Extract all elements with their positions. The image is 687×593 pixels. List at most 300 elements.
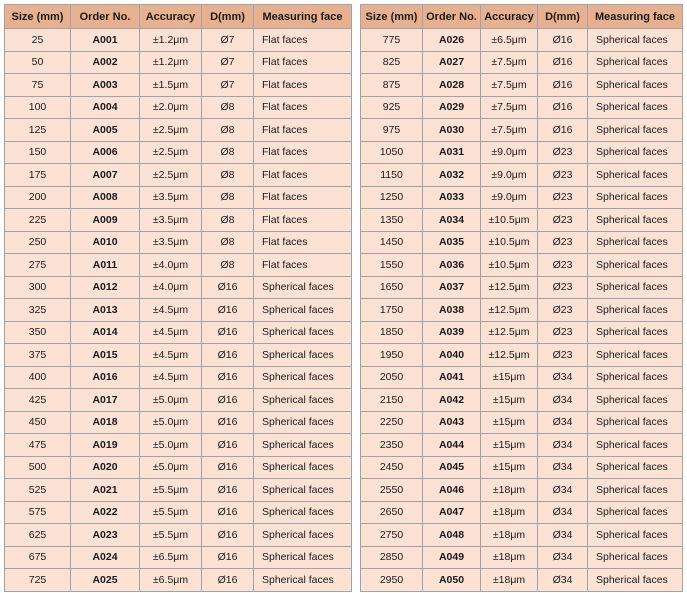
cell-order-no: A034 (423, 209, 481, 232)
table-row (5, 321, 352, 344)
cell-diameter: Ø16 (202, 276, 254, 299)
cell-size: 325 (5, 299, 71, 322)
cell-order-no: A018 (71, 411, 140, 434)
table-row (5, 479, 352, 502)
cell-measuring-face: Spherical faces (588, 141, 683, 164)
cell-order-no: A044 (423, 434, 481, 457)
cell-accuracy: ±4.5μm (140, 321, 202, 344)
cell-diameter: Ø16 (202, 479, 254, 502)
cell-measuring-face: Spherical faces (588, 51, 683, 74)
cell-diameter: Ø8 (202, 164, 254, 187)
cell-accuracy: ±9.0μm (481, 186, 538, 209)
cell-diameter: Ø16 (538, 29, 588, 52)
cell-order-no: A032 (423, 164, 481, 187)
cell-measuring-face: Flat faces (254, 74, 352, 97)
cell-measuring-face: Spherical faces (588, 501, 683, 524)
table-row (5, 231, 352, 254)
cell-measuring-face: Spherical faces (588, 186, 683, 209)
cell-size: 200 (5, 186, 71, 209)
cell-accuracy: ±2.5μm (140, 141, 202, 164)
cell-size: 2650 (361, 501, 423, 524)
cell-size: 525 (5, 479, 71, 502)
table-row (361, 524, 683, 547)
cell-measuring-face: Spherical faces (588, 231, 683, 254)
table-row (5, 569, 352, 592)
cell-order-no: A019 (71, 434, 140, 457)
cell-order-no: A012 (71, 276, 140, 299)
cell-size: 1850 (361, 321, 423, 344)
table-row (5, 209, 352, 232)
cell-size: 1250 (361, 186, 423, 209)
cell-accuracy: ±3.5μm (140, 231, 202, 254)
header-diameter: D(mm) (538, 5, 588, 29)
table-row (5, 51, 352, 74)
cell-diameter: Ø34 (538, 434, 588, 457)
cell-measuring-face: Spherical faces (254, 344, 352, 367)
cell-measuring-face: Spherical faces (254, 524, 352, 547)
header-row (5, 5, 352, 29)
cell-size: 2350 (361, 434, 423, 457)
table-row (5, 186, 352, 209)
cell-accuracy: ±4.5μm (140, 366, 202, 389)
cell-order-no: A020 (71, 456, 140, 479)
cell-measuring-face: Flat faces (254, 29, 352, 52)
cell-size: 500 (5, 456, 71, 479)
header-row (361, 5, 683, 29)
cell-measuring-face: Spherical faces (588, 164, 683, 187)
cell-accuracy: ±12.5μm (481, 344, 538, 367)
table-row (5, 299, 352, 322)
cell-accuracy: ±7.5μm (481, 119, 538, 142)
cell-accuracy: ±6.5μm (140, 546, 202, 569)
table-row (361, 434, 683, 457)
cell-accuracy: ±10.5μm (481, 231, 538, 254)
cell-measuring-face: Spherical faces (588, 479, 683, 502)
cell-size: 75 (5, 74, 71, 97)
cell-order-no: A014 (71, 321, 140, 344)
cell-size: 975 (361, 119, 423, 142)
cell-order-no: A024 (71, 546, 140, 569)
cell-diameter: Ø34 (538, 479, 588, 502)
cell-accuracy: ±5.0μm (140, 456, 202, 479)
table-row (361, 546, 683, 569)
cell-accuracy: ±2.0μm (140, 96, 202, 119)
header-order-no: Order No. (71, 5, 140, 29)
cell-measuring-face: Spherical faces (588, 254, 683, 277)
cell-accuracy: ±15μm (481, 434, 538, 457)
cell-accuracy: ±15μm (481, 389, 538, 412)
cell-size: 100 (5, 96, 71, 119)
cell-measuring-face: Flat faces (254, 231, 352, 254)
cell-accuracy: ±5.5μm (140, 524, 202, 547)
table-row (361, 186, 683, 209)
cell-accuracy: ±2.5μm (140, 119, 202, 142)
cell-measuring-face: Spherical faces (254, 546, 352, 569)
cell-accuracy: ±1.5μm (140, 74, 202, 97)
cell-measuring-face: Spherical faces (254, 276, 352, 299)
cell-accuracy: ±9.0μm (481, 141, 538, 164)
cell-diameter: Ø23 (538, 164, 588, 187)
cell-diameter: Ø16 (202, 344, 254, 367)
cell-diameter: Ø23 (538, 299, 588, 322)
cell-size: 250 (5, 231, 71, 254)
table-row (5, 456, 352, 479)
table-row (5, 366, 352, 389)
table-row (361, 209, 683, 232)
cell-diameter: Ø23 (538, 141, 588, 164)
header-order-no: Order No. (423, 5, 481, 29)
cell-measuring-face: Spherical faces (254, 434, 352, 457)
cell-accuracy: ±6.5μm (481, 29, 538, 52)
cell-accuracy: ±6.5μm (140, 569, 202, 592)
cell-diameter: Ø23 (538, 344, 588, 367)
header-diameter: D(mm) (202, 5, 254, 29)
cell-diameter: Ø16 (202, 299, 254, 322)
cell-accuracy: ±4.5μm (140, 299, 202, 322)
cell-measuring-face: Spherical faces (588, 299, 683, 322)
cell-accuracy: ±12.5μm (481, 276, 538, 299)
cell-size: 675 (5, 546, 71, 569)
cell-size: 425 (5, 389, 71, 412)
cell-size: 2550 (361, 479, 423, 502)
cell-measuring-face: Spherical faces (254, 569, 352, 592)
table-row (361, 321, 683, 344)
cell-accuracy: ±18μm (481, 501, 538, 524)
cell-size: 2050 (361, 366, 423, 389)
cell-accuracy: ±18μm (481, 569, 538, 592)
cell-accuracy: ±1.2μm (140, 29, 202, 52)
table-body (5, 29, 352, 592)
cell-order-no: A029 (423, 96, 481, 119)
cell-diameter: Ø16 (538, 74, 588, 97)
cell-size: 625 (5, 524, 71, 547)
table-row (361, 389, 683, 412)
cell-measuring-face: Spherical faces (588, 29, 683, 52)
cell-order-no: A028 (423, 74, 481, 97)
cell-order-no: A030 (423, 119, 481, 142)
cell-accuracy: ±10.5μm (481, 209, 538, 232)
cell-size: 1650 (361, 276, 423, 299)
cell-size: 350 (5, 321, 71, 344)
cell-diameter: Ø16 (202, 501, 254, 524)
cell-measuring-face: Flat faces (254, 141, 352, 164)
table-row (5, 501, 352, 524)
table-row (5, 546, 352, 569)
table-row (361, 479, 683, 502)
cell-measuring-face: Spherical faces (254, 411, 352, 434)
header-size: Size (mm) (5, 5, 71, 29)
cell-accuracy: ±4.0μm (140, 254, 202, 277)
table-row (361, 74, 683, 97)
cell-order-no: A007 (71, 164, 140, 187)
cell-size: 475 (5, 434, 71, 457)
cell-diameter: Ø8 (202, 209, 254, 232)
cell-accuracy: ±15μm (481, 366, 538, 389)
cell-order-no: A050 (423, 569, 481, 592)
cell-order-no: A047 (423, 501, 481, 524)
cell-order-no: A011 (71, 254, 140, 277)
cell-diameter: Ø34 (538, 389, 588, 412)
cell-order-no: A042 (423, 389, 481, 412)
cell-diameter: Ø16 (538, 51, 588, 74)
cell-order-no: A035 (423, 231, 481, 254)
table-row (361, 254, 683, 277)
table-row (5, 524, 352, 547)
table-row (361, 51, 683, 74)
cell-diameter: Ø8 (202, 186, 254, 209)
cell-order-no: A005 (71, 119, 140, 142)
cell-diameter: Ø8 (202, 231, 254, 254)
cell-measuring-face: Spherical faces (588, 209, 683, 232)
cell-measuring-face: Flat faces (254, 254, 352, 277)
cell-diameter: Ø34 (538, 366, 588, 389)
cell-measuring-face: Flat faces (254, 51, 352, 74)
cell-diameter: Ø34 (538, 546, 588, 569)
cell-diameter: Ø16 (202, 524, 254, 547)
cell-diameter: Ø34 (538, 456, 588, 479)
cell-size: 775 (361, 29, 423, 52)
table-row (5, 119, 352, 142)
cell-order-no: A015 (71, 344, 140, 367)
cell-measuring-face: Flat faces (254, 186, 352, 209)
cell-accuracy: ±2.5μm (140, 164, 202, 187)
cell-diameter: Ø23 (538, 254, 588, 277)
cell-accuracy: ±15μm (481, 456, 538, 479)
table-row (5, 411, 352, 434)
cell-accuracy: ±7.5μm (481, 51, 538, 74)
cell-size: 1150 (361, 164, 423, 187)
table-row (361, 456, 683, 479)
cell-accuracy: ±7.5μm (481, 74, 538, 97)
table-row (5, 344, 352, 367)
cell-diameter: Ø16 (538, 119, 588, 142)
cell-diameter: Ø34 (538, 569, 588, 592)
header-measuring-face: Measuring face (254, 5, 352, 29)
cell-diameter: Ø16 (202, 411, 254, 434)
cell-diameter: Ø16 (202, 456, 254, 479)
table-row (5, 434, 352, 457)
cell-measuring-face: Spherical faces (588, 434, 683, 457)
cell-order-no: A039 (423, 321, 481, 344)
cell-size: 125 (5, 119, 71, 142)
cell-measuring-face: Spherical faces (254, 479, 352, 502)
cell-measuring-face: Spherical faces (254, 456, 352, 479)
cell-order-no: A025 (71, 569, 140, 592)
cell-accuracy: ±12.5μm (481, 321, 538, 344)
cell-measuring-face: Spherical faces (588, 524, 683, 547)
cell-accuracy: ±3.5μm (140, 209, 202, 232)
table-row (361, 569, 683, 592)
cell-size: 2150 (361, 389, 423, 412)
cell-size: 925 (361, 96, 423, 119)
cell-measuring-face: Spherical faces (254, 321, 352, 344)
cell-order-no: A045 (423, 456, 481, 479)
cell-size: 175 (5, 164, 71, 187)
cell-diameter: Ø34 (538, 501, 588, 524)
cell-size: 1750 (361, 299, 423, 322)
cell-diameter: Ø7 (202, 74, 254, 97)
cell-accuracy: ±15μm (481, 411, 538, 434)
cell-order-no: A023 (71, 524, 140, 547)
cell-accuracy: ±4.0μm (140, 276, 202, 299)
cell-size: 2850 (361, 546, 423, 569)
cell-diameter: Ø23 (538, 209, 588, 232)
table-row (361, 366, 683, 389)
cell-order-no: A009 (71, 209, 140, 232)
header-size: Size (mm) (361, 5, 423, 29)
cell-size: 375 (5, 344, 71, 367)
cell-measuring-face: Spherical faces (588, 366, 683, 389)
cell-measuring-face: Spherical faces (588, 411, 683, 434)
table-row (361, 231, 683, 254)
cell-measuring-face: Spherical faces (588, 74, 683, 97)
cell-accuracy: ±18μm (481, 524, 538, 547)
cell-order-no: A001 (71, 29, 140, 52)
table-row (5, 276, 352, 299)
cell-diameter: Ø16 (202, 366, 254, 389)
cell-order-no: A036 (423, 254, 481, 277)
cell-size: 1950 (361, 344, 423, 367)
cell-diameter: Ø7 (202, 29, 254, 52)
cell-order-no: A016 (71, 366, 140, 389)
table-row (361, 141, 683, 164)
cell-measuring-face: Flat faces (254, 119, 352, 142)
cell-diameter: Ø23 (538, 321, 588, 344)
cell-size: 1550 (361, 254, 423, 277)
cell-measuring-face: Spherical faces (588, 546, 683, 569)
table-row (361, 119, 683, 142)
cell-diameter: Ø23 (538, 186, 588, 209)
gauge-table-right (360, 4, 683, 592)
cell-order-no: A027 (423, 51, 481, 74)
cell-diameter: Ø34 (538, 411, 588, 434)
cell-accuracy: ±5.0μm (140, 434, 202, 457)
cell-measuring-face: Spherical faces (588, 389, 683, 412)
cell-size: 50 (5, 51, 71, 74)
cell-measuring-face: Spherical faces (588, 321, 683, 344)
cell-measuring-face: Flat faces (254, 209, 352, 232)
cell-accuracy: ±4.5μm (140, 344, 202, 367)
cell-measuring-face: Spherical faces (588, 96, 683, 119)
cell-accuracy: ±5.5μm (140, 501, 202, 524)
cell-order-no: A041 (423, 366, 481, 389)
cell-accuracy: ±5.0μm (140, 389, 202, 412)
table-row (361, 276, 683, 299)
cell-diameter: Ø23 (538, 231, 588, 254)
table-row (361, 411, 683, 434)
cell-order-no: A004 (71, 96, 140, 119)
header-measuring-face: Measuring face (588, 5, 683, 29)
cell-size: 450 (5, 411, 71, 434)
cell-size: 400 (5, 366, 71, 389)
cell-measuring-face: Spherical faces (588, 276, 683, 299)
table-row (5, 29, 352, 52)
cell-accuracy: ±9.0μm (481, 164, 538, 187)
cell-diameter: Ø8 (202, 119, 254, 142)
cell-diameter: Ø16 (202, 434, 254, 457)
cell-diameter: Ø16 (202, 546, 254, 569)
cell-measuring-face: Spherical faces (588, 456, 683, 479)
cell-order-no: A022 (71, 501, 140, 524)
cell-order-no: A026 (423, 29, 481, 52)
table-row (361, 501, 683, 524)
cell-order-no: A033 (423, 186, 481, 209)
cell-order-no: A040 (423, 344, 481, 367)
gauge-table-left (4, 4, 352, 592)
cell-diameter: Ø16 (202, 569, 254, 592)
header-accuracy: Accuracy (140, 5, 202, 29)
cell-accuracy: ±18μm (481, 546, 538, 569)
cell-order-no: A006 (71, 141, 140, 164)
cell-order-no: A021 (71, 479, 140, 502)
cell-size: 2950 (361, 569, 423, 592)
cell-diameter: Ø16 (538, 96, 588, 119)
table-row (5, 389, 352, 412)
cell-measuring-face: Spherical faces (254, 366, 352, 389)
cell-diameter: Ø34 (538, 524, 588, 547)
cell-size: 1450 (361, 231, 423, 254)
cell-measuring-face: Flat faces (254, 164, 352, 187)
cell-accuracy: ±3.5μm (140, 186, 202, 209)
cell-order-no: A008 (71, 186, 140, 209)
cell-measuring-face: Spherical faces (588, 119, 683, 142)
cell-size: 300 (5, 276, 71, 299)
cell-order-no: A046 (423, 479, 481, 502)
table-body (361, 29, 683, 592)
cell-order-no: A013 (71, 299, 140, 322)
cell-diameter: Ø8 (202, 96, 254, 119)
table-row (361, 164, 683, 187)
table-row (5, 164, 352, 187)
cell-order-no: A010 (71, 231, 140, 254)
cell-order-no: A043 (423, 411, 481, 434)
cell-size: 575 (5, 501, 71, 524)
cell-measuring-face: Flat faces (254, 96, 352, 119)
cell-order-no: A038 (423, 299, 481, 322)
cell-size: 2450 (361, 456, 423, 479)
cell-order-no: A037 (423, 276, 481, 299)
cell-size: 275 (5, 254, 71, 277)
cell-order-no: A049 (423, 546, 481, 569)
cell-size: 1050 (361, 141, 423, 164)
header-accuracy: Accuracy (481, 5, 538, 29)
cell-measuring-face: Spherical faces (254, 389, 352, 412)
cell-diameter: Ø16 (202, 389, 254, 412)
table-row (361, 344, 683, 367)
cell-accuracy: ±18μm (481, 479, 538, 502)
cell-order-no: A048 (423, 524, 481, 547)
cell-size: 2250 (361, 411, 423, 434)
table-row (361, 299, 683, 322)
cell-size: 1350 (361, 209, 423, 232)
cell-diameter: Ø16 (202, 321, 254, 344)
cell-accuracy: ±7.5μm (481, 96, 538, 119)
cell-order-no: A031 (423, 141, 481, 164)
cell-accuracy: ±5.0μm (140, 411, 202, 434)
cell-diameter: Ø7 (202, 51, 254, 74)
table-row (5, 74, 352, 97)
table-row (5, 254, 352, 277)
cell-order-no: A003 (71, 74, 140, 97)
cell-diameter: Ø8 (202, 254, 254, 277)
cell-accuracy: ±5.5μm (140, 479, 202, 502)
cell-diameter: Ø23 (538, 276, 588, 299)
cell-size: 25 (5, 29, 71, 52)
cell-size: 2750 (361, 524, 423, 547)
cell-size: 150 (5, 141, 71, 164)
cell-measuring-face: Spherical faces (254, 299, 352, 322)
cell-order-no: A017 (71, 389, 140, 412)
